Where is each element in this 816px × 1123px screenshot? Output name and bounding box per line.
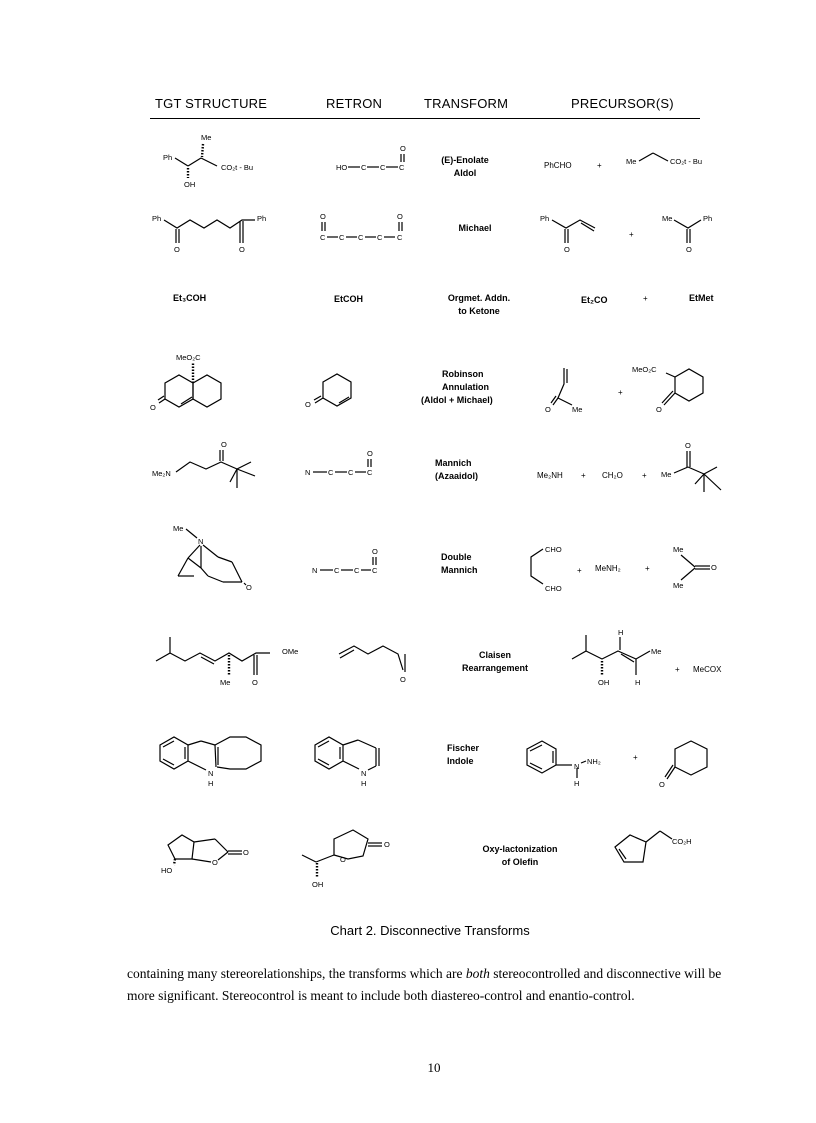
- svg-text:Me: Me: [201, 133, 212, 142]
- svg-text:C: C: [380, 163, 386, 172]
- body-paragraph: containing many stereorelationships, the transforms which are both stereocontrolled and disconnective will be more significant. Stereocontrol is meant to include both diastereo-control and enantio-control.: [127, 966, 722, 1003]
- mannich-precursor-plus-1: +: [581, 471, 586, 480]
- chart-caption: Chart 2. Disconnective Transforms: [330, 923, 530, 938]
- svg-text:N: N: [574, 762, 580, 771]
- mannich-precursor-plus-2: +: [642, 471, 647, 480]
- svg-text:H: H: [361, 779, 367, 788]
- svg-text:O: O: [564, 245, 570, 254]
- claisen-transform-label: Claisen Rearrangement: [461, 650, 529, 673]
- svg-text:HO: HO: [161, 866, 173, 875]
- mannich-precursor-ketone: [661, 438, 731, 496]
- claisen-precursor-mecox: MeCOX: [693, 665, 722, 674]
- svg-text:N: N: [361, 769, 367, 778]
- michael-precursor-enone: [540, 208, 610, 256]
- svg-text:Me: Me: [626, 157, 637, 166]
- double-mannich-precursor-plus-1: +: [577, 566, 582, 575]
- aldol-transform-label: (E)-Enolate Aldol: [441, 155, 489, 178]
- svg-text:N: N: [312, 566, 318, 575]
- svg-text:H: H: [635, 678, 641, 687]
- page-number: 10: [427, 1060, 441, 1075]
- mannich-target-structure: [152, 438, 267, 496]
- double-mannich-precursor-methylamine: MeNH₂: [595, 564, 621, 573]
- svg-text:C: C: [397, 233, 403, 242]
- fischer-precursor-plus: +: [633, 753, 638, 762]
- oxy-lactonization-precursor-acid: [610, 825, 715, 875]
- svg-text:N: N: [208, 769, 214, 778]
- svg-text:C: C: [334, 566, 340, 575]
- michael-retron: [318, 210, 413, 244]
- mannich-precursor-amine: Me₂NH: [537, 471, 563, 480]
- svg-text:O: O: [372, 547, 378, 556]
- aldol-precursor-phcho: PhCHO: [544, 161, 572, 170]
- robinson-precursor-mvk: [542, 360, 592, 420]
- svg-text:C: C: [358, 233, 364, 242]
- svg-text:C: C: [367, 468, 373, 477]
- robinson-precursor-ketoester: [630, 360, 720, 420]
- aldol-precursor-ester: [626, 150, 726, 180]
- svg-text:O: O: [243, 848, 249, 857]
- mannich-retron: [305, 448, 385, 480]
- svg-text:C: C: [328, 468, 334, 477]
- svg-text:H: H: [574, 779, 580, 788]
- oxy-lactonization-target-structure: [158, 825, 258, 875]
- svg-text:Me: Me: [220, 678, 231, 687]
- svg-text:Me: Me: [661, 470, 672, 479]
- svg-text:O: O: [320, 212, 326, 221]
- robinson-target-structure: [150, 350, 260, 415]
- header-transform: TRANSFORM: [424, 96, 509, 111]
- fischer-precursor-cyclohexanone: [655, 735, 725, 790]
- michael-transform-label: Michael: [458, 223, 492, 233]
- svg-text:C: C: [377, 233, 383, 242]
- robinson-transform-label: Robinson Annulation (Aldol + Michael): [421, 369, 493, 405]
- oxy-lactonization-transform-label: Oxy-lactonization of Olefin: [482, 844, 558, 867]
- orgmet-transform-label: Orgmet. Addn. to Ketone: [447, 293, 511, 316]
- svg-text:C: C: [361, 163, 367, 172]
- svg-text:O: O: [239, 245, 245, 254]
- svg-text:Me: Me: [572, 405, 583, 414]
- svg-text:Me: Me: [662, 214, 673, 223]
- svg-text:HO: HO: [336, 163, 348, 172]
- svg-text:CO₂t - Bu: CO₂t - Bu: [221, 163, 254, 172]
- svg-text:NH₂: NH₂: [587, 757, 601, 766]
- svg-text:C: C: [399, 163, 405, 172]
- svg-text:O: O: [305, 400, 311, 409]
- svg-text:O: O: [659, 780, 665, 789]
- svg-text:O: O: [252, 678, 258, 687]
- svg-text:O: O: [400, 144, 406, 153]
- oxy-lactonization-retron: [300, 825, 400, 890]
- svg-text:Me: Me: [673, 545, 684, 554]
- orgmet-precursor-plus: +: [643, 294, 648, 303]
- robinson-precursor-plus: +: [618, 388, 623, 397]
- svg-text:Me₂N: Me₂N: [152, 469, 171, 478]
- aldol-target-structure: [155, 130, 275, 192]
- claisen-retron: [335, 640, 420, 685]
- svg-text:O: O: [212, 858, 218, 867]
- svg-text:CO₂H: CO₂H: [672, 837, 692, 846]
- double-mannich-retron: [312, 545, 392, 577]
- svg-text:O: O: [711, 563, 717, 572]
- svg-text:N: N: [305, 468, 311, 477]
- svg-text:MeO₂C: MeO₂C: [176, 353, 201, 362]
- svg-text:Ph: Ph: [152, 214, 162, 223]
- double-mannich-target-structure: [168, 520, 263, 592]
- svg-text:O: O: [545, 405, 551, 414]
- fischer-retron: [310, 730, 390, 790]
- aldol-retron: [336, 140, 416, 180]
- svg-text:O: O: [367, 449, 373, 458]
- svg-text:C: C: [348, 468, 354, 477]
- orgmet-target: Et₃COH: [173, 293, 207, 303]
- svg-text:H: H: [208, 779, 214, 788]
- svg-text:O: O: [174, 245, 180, 254]
- header-tgt-structure: TGT STRUCTURE: [155, 96, 268, 111]
- svg-text:O: O: [656, 405, 662, 414]
- svg-text:C: C: [339, 233, 345, 242]
- double-mannich-precursor-plus-2: +: [645, 564, 650, 573]
- claisen-precursor-plus: +: [675, 665, 680, 674]
- svg-text:MeO₂C: MeO₂C: [632, 365, 657, 374]
- double-mannich-precursor-dialdehyde: [525, 540, 580, 595]
- svg-text:O: O: [384, 840, 390, 849]
- svg-text:CHO: CHO: [545, 545, 562, 554]
- svg-text:Ph: Ph: [540, 214, 550, 223]
- svg-text:O: O: [685, 441, 691, 450]
- svg-text:Ph: Ph: [703, 214, 713, 223]
- robinson-retron: [305, 365, 375, 415]
- michael-target-structure: [152, 208, 277, 256]
- header-precursors: PRECURSOR(S): [571, 96, 674, 111]
- orgmet-retron: EtCOH: [334, 294, 363, 304]
- svg-text:Me: Me: [651, 647, 662, 656]
- svg-text:O: O: [340, 855, 346, 864]
- svg-text:OMe: OMe: [282, 647, 299, 656]
- double-mannich-transform-label: Double Mannich: [441, 552, 478, 575]
- header-retron: RETRON: [326, 96, 383, 111]
- fischer-target-structure: [155, 730, 270, 790]
- orgmet-precursor-ketone: Et₂CO: [581, 295, 608, 305]
- michael-precursor-plus: +: [629, 230, 634, 239]
- svg-text:OH: OH: [184, 180, 196, 189]
- svg-text:O: O: [686, 245, 692, 254]
- svg-text:N: N: [198, 537, 204, 546]
- orgmet-precursor-organometallic: EtMet: [689, 293, 714, 303]
- svg-text:O: O: [221, 440, 227, 449]
- svg-text:O: O: [400, 675, 406, 684]
- svg-text:CHO: CHO: [545, 584, 562, 593]
- svg-text:C: C: [354, 566, 360, 575]
- fischer-precursor-phenylhydrazine: [522, 735, 617, 790]
- svg-text:OH: OH: [598, 678, 610, 687]
- svg-text:O: O: [246, 583, 252, 592]
- claisen-target-structure: [152, 625, 299, 690]
- mannich-transform-label: Mannich (Azaaidol): [435, 458, 479, 481]
- svg-text:C: C: [372, 566, 378, 575]
- double-mannich-precursor-acetone: [673, 540, 723, 590]
- claisen-precursor-allylic-alcohol: [568, 625, 668, 687]
- svg-text:C: C: [320, 233, 326, 242]
- svg-text:O: O: [397, 212, 403, 221]
- svg-text:Me: Me: [673, 581, 684, 590]
- michael-precursor-ketone: [662, 208, 722, 256]
- header-rule: [150, 118, 700, 119]
- aldol-precursor-plus: +: [597, 161, 602, 170]
- svg-text:Ph: Ph: [163, 153, 173, 162]
- mannich-precursor-formaldehyde: CH₂O: [602, 471, 623, 480]
- svg-text:Me: Me: [173, 524, 184, 533]
- svg-text:H: H: [618, 628, 624, 637]
- svg-text:O: O: [150, 403, 156, 412]
- fischer-transform-label: Fischer Indole: [447, 743, 480, 766]
- svg-text:CO₂t - Bu: CO₂t - Bu: [670, 157, 703, 166]
- svg-text:OH: OH: [312, 880, 324, 889]
- svg-text:Ph: Ph: [257, 214, 267, 223]
